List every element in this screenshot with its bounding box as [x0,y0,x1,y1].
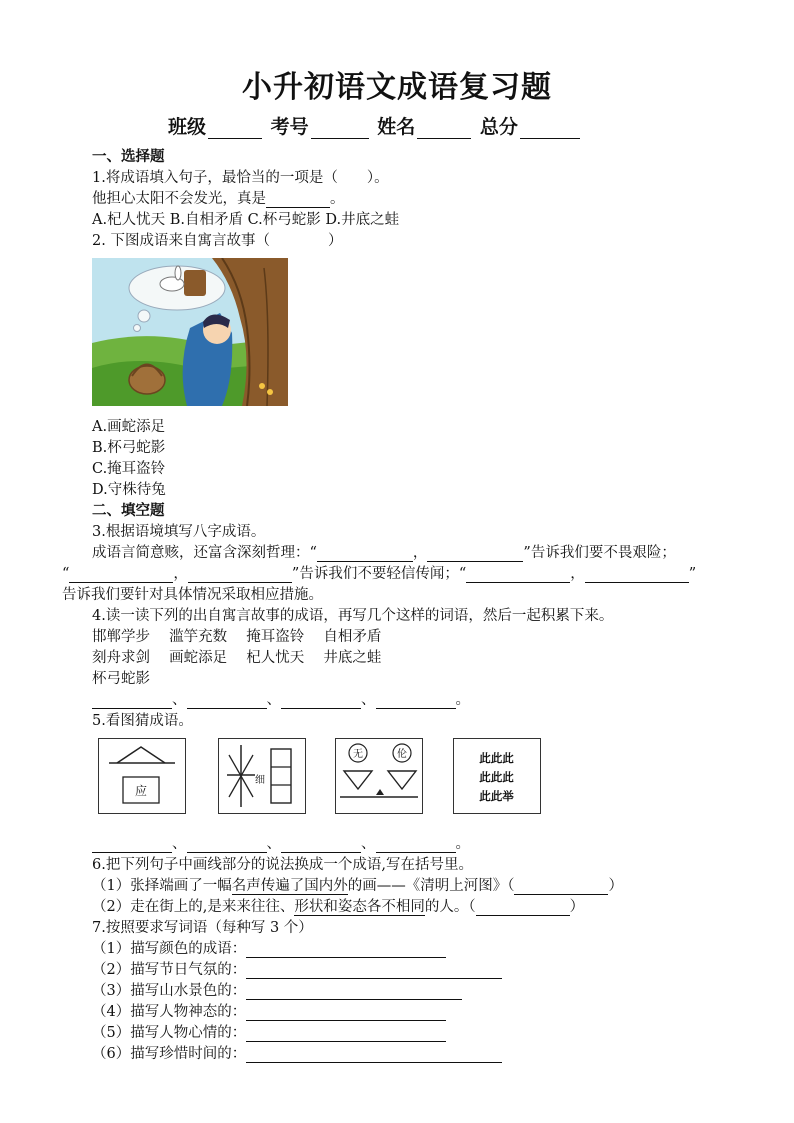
class-blank[interactable] [208,120,262,139]
q7-blank-6[interactable] [246,1047,502,1063]
q1-blank[interactable] [266,192,330,208]
q4-blank-1[interactable] [92,693,172,709]
q5-blank-3[interactable] [281,837,361,853]
q5-stem: 5.看图猜成语。 [92,713,193,729]
q3-blank-2[interactable] [427,546,523,562]
q4-answer-blanks: 、 、 、 。 [92,688,470,709]
q5-blank-4[interactable] [376,837,456,853]
q6-blank-2[interactable] [476,900,570,916]
score-label: 总分 [479,116,518,138]
q5-picture-4 [453,738,541,814]
q7-blank-2[interactable] [246,963,502,979]
q5-picture-3 [335,738,423,814]
exam-no-label: 考号 [270,116,309,138]
q7-blank-5[interactable] [246,1026,446,1042]
q3-blank-5[interactable] [466,567,570,583]
q4-blank-3[interactable] [281,693,361,709]
q7-blank-3[interactable] [246,984,462,1000]
page-title: 小升初语文成语复习题 [242,70,552,105]
name-blank[interactable] [417,120,471,139]
q1-stem: 1.将成语填入句子，最恰当的一项是（ ）。 [92,170,389,186]
q6-item-1: （1）张择端画了一幅名声传遍了国内外的画——《清明上河图》（ ） [92,878,623,894]
q2-option-a: A.画蛇添足 [92,419,166,435]
q6-2-underlined: 形状和姿态各不相同 [294,899,425,915]
q5-pic3-left-char: 无 [353,749,363,760]
exam-no-blank[interactable] [311,120,369,139]
q6-1-underlined: 名声传遍了国内外 [231,878,348,894]
q5-picture-1 [98,738,186,814]
q3-line1: 成语言简意赅，还富含深刻哲理：“ ， ”告诉我们要不畏艰险； [92,545,676,561]
q7-item-6: （6）描写珍惜时间的： [92,1042,502,1063]
q7-item-3: （3）描写山水景色的： [92,979,462,1000]
q7-item-1: （1）描写颜色的成语： [92,937,446,958]
q6-stem: 6.把下列句子中画线部分的说法换成一个成语,写在括号里。 [92,857,473,873]
q4-blank-2[interactable] [187,693,267,709]
q7-item-2: （2）描写节日气氛的： [92,958,502,979]
q3-stem: 3.根据语境填写八字成语。 [92,524,266,540]
q5-pic1-char: 应 [134,784,147,798]
q5-pic2-char: 细 [255,775,265,786]
q5-blank-2[interactable] [187,837,267,853]
q2-option-d: D.守株待兔 [92,482,166,498]
q3-line3: 告诉我们要针对具体情况采取相应措施。 [62,587,323,603]
q4-stem: 4.读一读下列的出自寓言故事的成语，再写几个这样的词语，然后一起积累下来。 [92,608,614,624]
section-heading-fill: 二、填空题 [92,503,165,519]
q5-answer-blanks: 、 、 、 。 [92,832,470,853]
q7-blank-4[interactable] [246,1005,446,1021]
name-label: 姓名 [377,116,416,138]
q6-blank-1[interactable] [514,879,608,895]
class-label: 班级 [168,116,207,138]
q1-sentence: 他担心太阳不会发光，真是 。 [92,191,345,207]
q4-idioms-row3: 杯弓蛇影 [92,671,150,687]
q5-blank-1[interactable] [92,837,172,853]
q2-option-c: C.掩耳盗铃 [92,461,166,477]
q7-item-4: （4）描写人物神态的： [92,1000,446,1021]
q5-pic3-right-char: 伦 [397,749,407,760]
q2-stem: 2. 下图成语来自寓言故事（ ） [92,233,343,249]
q7-item-5: （5）描写人物心情的： [92,1021,446,1042]
q5-pic4-row3: 此此举 [479,789,514,803]
q4-blank-4[interactable] [376,693,456,709]
q4-idioms-row2: 刻舟求剑 画蛇添足 杞人忧天 井底之蛙 [92,650,382,666]
q7-blank-1[interactable] [246,942,446,958]
q1-options: A.杞人忧天 B.自相矛盾 C.杯弓蛇影 D.井底之蛙 [92,212,400,228]
q6-item-2: （2）走在街上的,是来来往往、形状和姿态各不相同的人。（ ） [92,899,585,915]
q5-pic4-row2: 此此此 [479,770,514,784]
q3-blank-1[interactable] [317,546,413,562]
q3-blank-4[interactable] [188,567,292,583]
q5-pic4-row1: 此此此 [479,751,514,765]
q5-picture-2 [218,738,306,814]
student-info-line [168,112,582,139]
q4-idioms-row1: 邯郸学步 滥竽充数 掩耳盗铃 自相矛盾 [92,629,382,645]
q3-blank-6[interactable] [585,567,689,583]
q3-line2: “ ， ”告诉我们不要轻信传闻；“ ， ” [62,566,697,582]
q7-stem: 7.按照要求写词语（每种写 3 个） [92,920,313,936]
q2-option-b: B.杯弓蛇影 [92,440,166,456]
section-heading-choice: 一、选择题 [92,149,165,165]
rabbit-tree-illustration [92,258,288,406]
q3-blank-3[interactable] [69,567,173,583]
score-blank[interactable] [520,120,580,139]
